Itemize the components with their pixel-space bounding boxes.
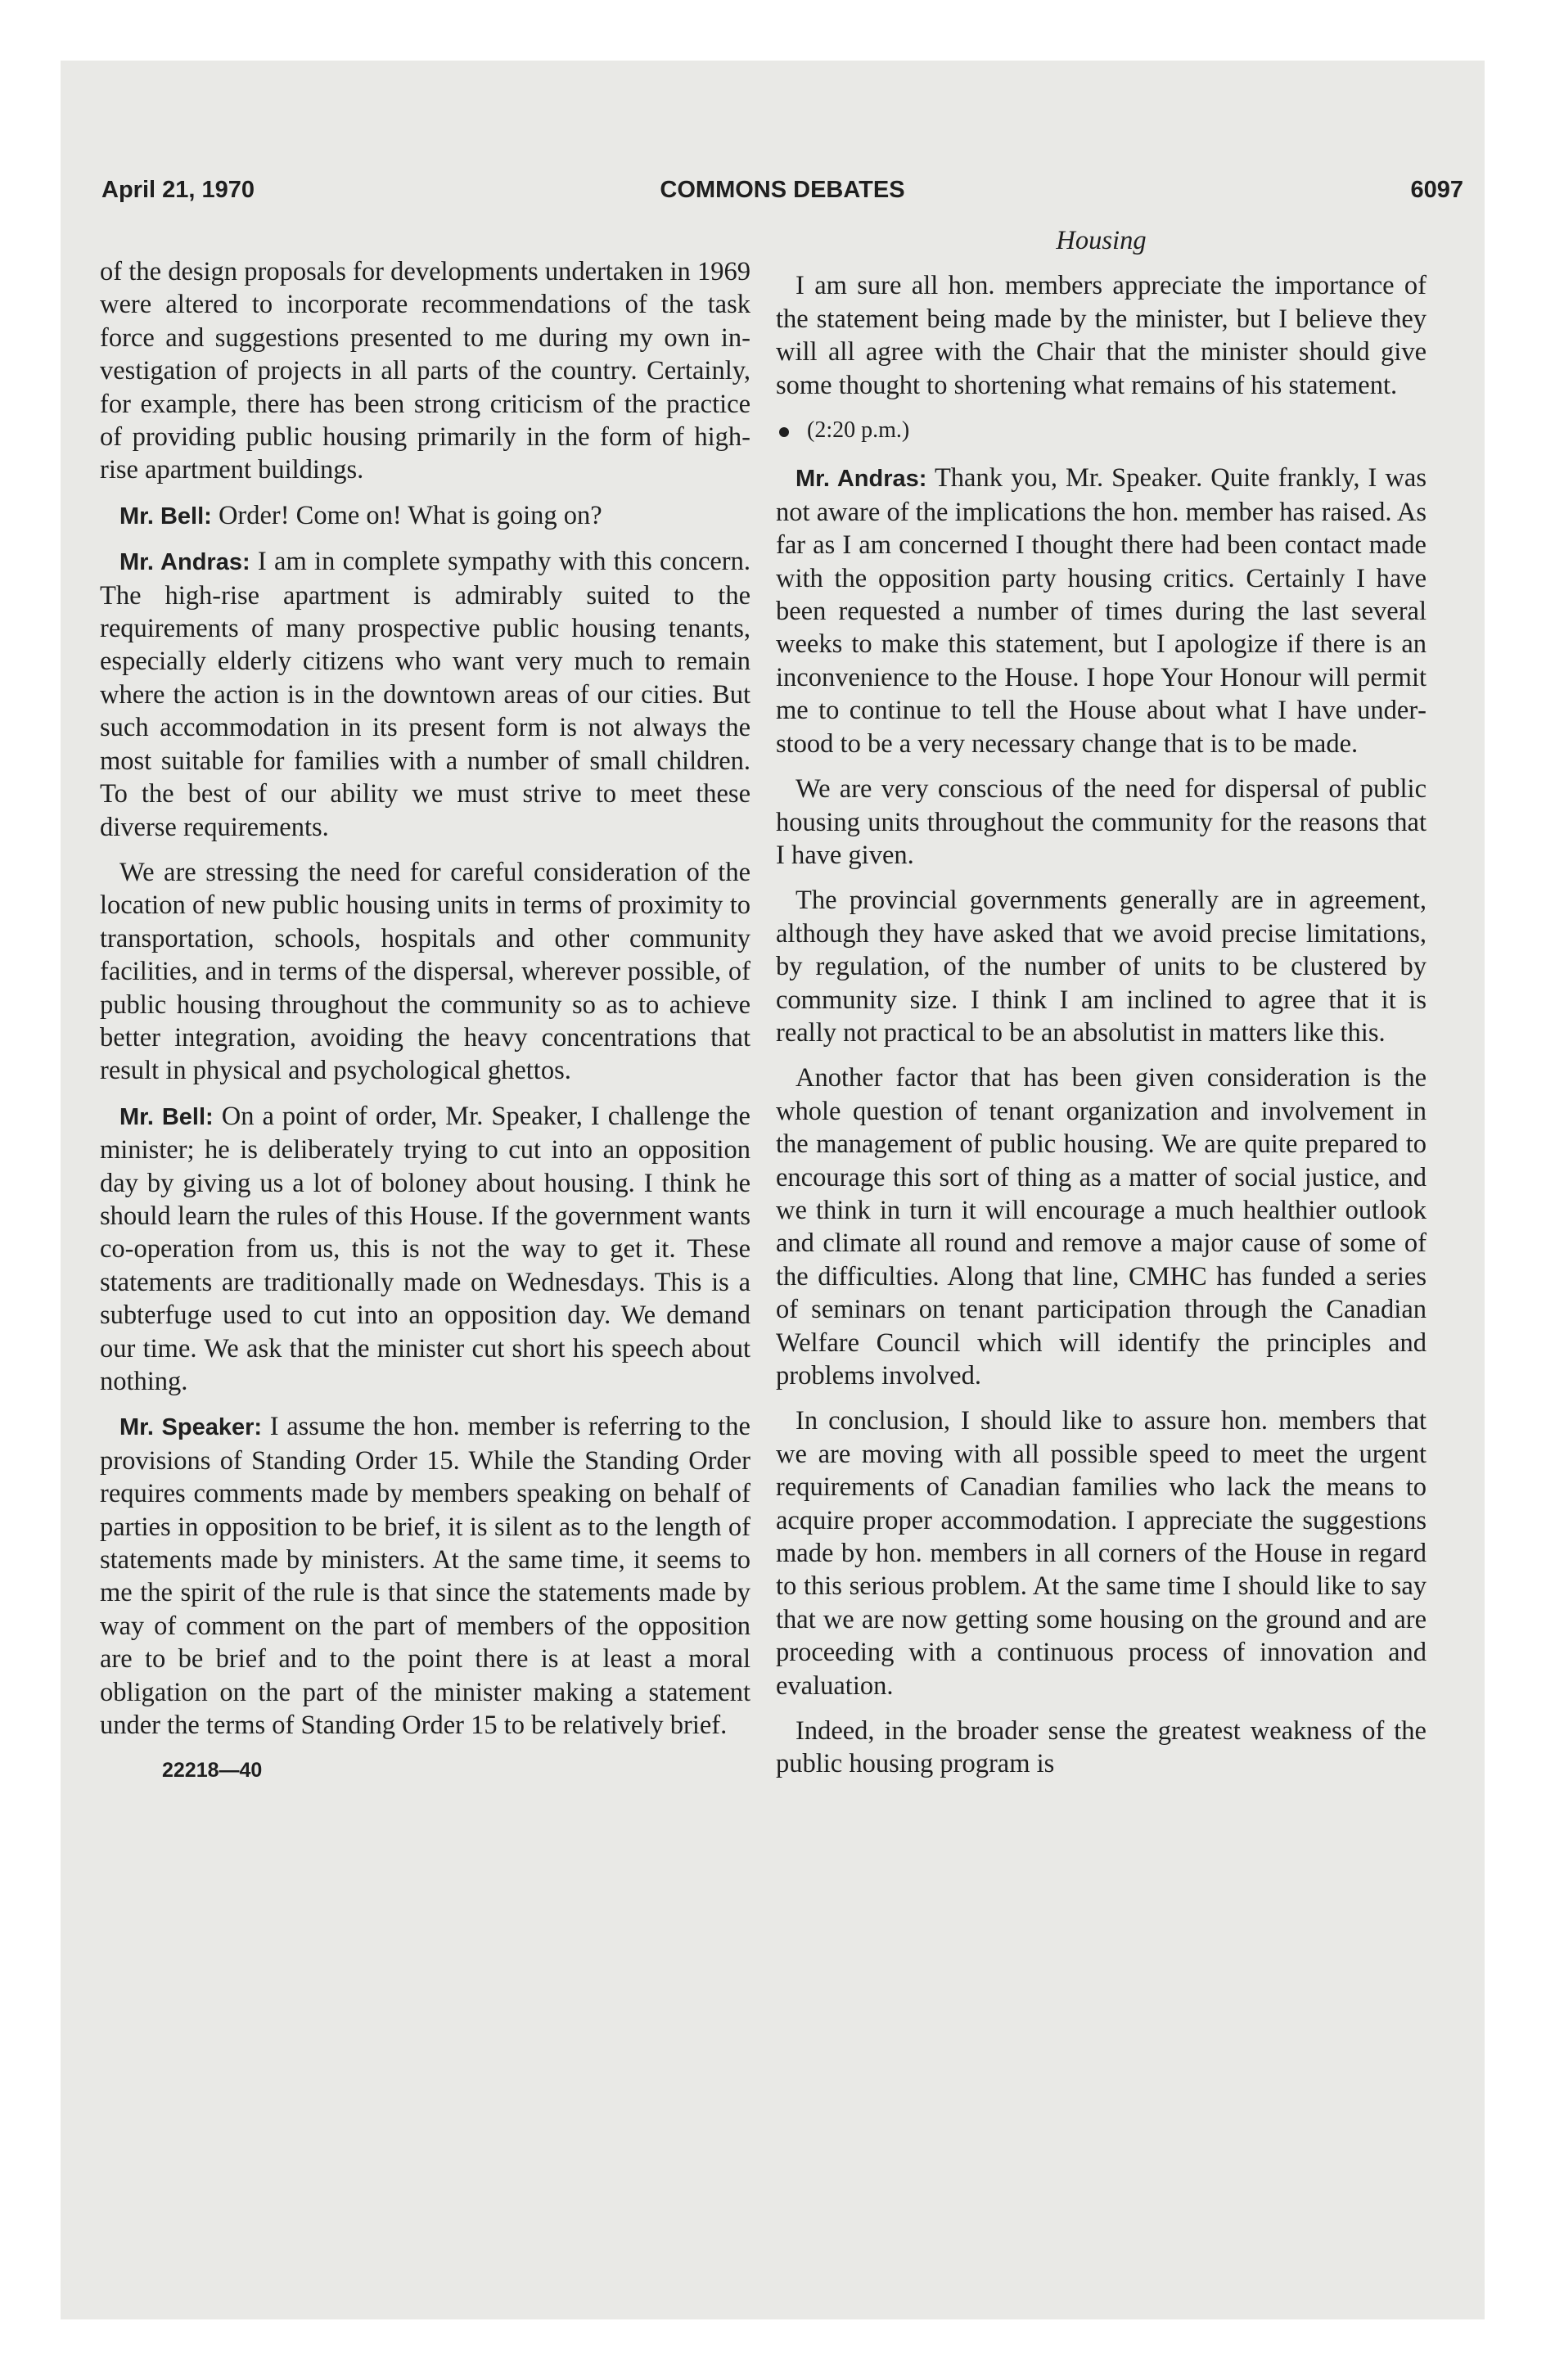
speaker-name: Mr. Speaker: — [119, 1414, 263, 1441]
speech-bell-point-of-order — [100, 1100, 750, 1399]
speech-speaker — [100, 1410, 750, 1742]
paragraph: We are stressing the need for careful consideration of the location of new public housing units in terms of proximity to transportation, schools, hospitals and other community facilities, and in terms of the dispersal, wherever possible, of public housing throughout the community so as to achieve better integration, avoiding the heavy concentrations that result in physical and psychological ghettos. — [100, 857, 750, 1086]
header-title: COMMONS DEBATES — [660, 177, 905, 203]
speech-bell-order — [100, 499, 750, 533]
header-date: April 21, 1970 — [101, 177, 255, 203]
paragraph: In conclusion, I should like to assure hon. members that we are moving with all possible speed to meet the urgent requirements of Canadian families who lack the means to acquire proper accommodation. I appreciate the suggestions made by hon. members in all corners of the House in regard to this serious problem. At the same time I should like to say that we are now getting some housing on the ground and are proceeding with a continuous process of innovation and evaluation. — [776, 1406, 1427, 1701]
paragraph: The provincial governments generally are in agreement, although they have asked that we avoid precise limitations, by regulation, of the number of units to be clustered by community size. I think I am inclined to agree that it is really not practical to be an absolutist in matters like this. — [776, 886, 1427, 1048]
paragraph: of the design proposals for developments undertaken in 1969 were altered to incorporate recommendations of the task force and suggestions presented to me during my own investigation of projects in all parts of the country. Certainly, for example, there has been strong criticism of the practice of providing public housing primarily in the form of high-rise apartment buildings. — [100, 257, 750, 485]
paragraph: I am sure all hon. members appreciate the importance of the statement being made by the minister, but I believe they will all agree with the Chair that the minister should give some thought to shortening what remains of his statement. — [776, 271, 1427, 400]
speech-text: I assume the hon. member is referring to the provisions of Standing Order 15. While the Standing Order requires comments made by members speaking on behalf of parties in opposition to be brief, it is silent as to the length of statements made by ministers. At the same time, it seems to me the spirit of the rule is that since the statements made by way of comment on the part of members of the opposition are to be brief and to the point there is at least a moral obligation on the part of the minister making a statement under the terms of Standing Order 15 to be relatively brief. — [100, 1412, 750, 1741]
bullet-icon — [779, 427, 789, 437]
speaker-name: Mr. Andras: — [796, 466, 927, 493]
speech-andras-thanks — [776, 462, 1427, 760]
speech-text: Order! Come on! What is going on? — [211, 500, 602, 530]
speaker-name: Mr. Bell: — [119, 503, 212, 530]
paragraph: Indeed, in the broader sense the greatest weakness of the public housing program is — [776, 1716, 1427, 1779]
paragraph: Another factor that has been given consideration is the whole question of tenant organization and involvement in the management of public housing. We are quite prepared to encourage this sort of thing as a matter of social justice, and we think in turn it will encourage a much healthier outlook and climate all round and remove a major cause of some of the difficulties. Along that line, CMHC has funded a series of seminars on tenant participation through the Canadian Welfare Council which will identify the principles and problems involved. — [776, 1063, 1427, 1391]
speech-text: On a point of order, Mr. Speaker, I challenge the minister; he is deliberately trying to cut into an opposition day by giving us a lot of boloney about housing. I think he should learn the rules of this House. If the government wants co-operation from us, this is not the way to get it. These statements are traditionally made on Wednesdays. This is a subterfuge used to cut into an opposition day. We demand our time. We ask that the minister cut short his speech about nothing. — [100, 1101, 750, 1396]
page-header — [101, 177, 1463, 213]
footer-code: 22218—40 — [162, 1759, 263, 1783]
time-stamp-text: (2:20 p.m.) — [807, 417, 910, 444]
right-column — [776, 224, 1427, 1793]
left-column — [100, 255, 750, 1800]
speech-andras-sympathy — [100, 545, 750, 844]
header-page-number: 6097 — [1410, 177, 1463, 203]
speech-text: I am in complete sympathy with this concern. The high-rise apartment is admirably suited to the requirements of many prospective public housing tenants, especially elderly citizens who want very much to remain where the action is in the downtown areas of our cities. But such accommodation in its present form is not always the most suitable for families with a number of small children. To the best of our ability we must strive to meet these diverse requirements. — [100, 547, 750, 842]
document-page — [61, 61, 1485, 2319]
section-title: Housing — [1056, 226, 1147, 255]
speech-text: Thank you, Mr. Speaker. Quite frankly, I was not aware of the implications the hon. member has raised. As far as I am concerned I thought there had been contact made with the opposition party housing critics. Certainly I have been requested a number of times during the last several weeks to make this statement, but I apologize if there is an inconvenience to the House. I hope Your Honour will permit me to continue to tell the House about what I have understood to be a very necessary change that is to be made. — [776, 463, 1427, 759]
speaker-name: Mr. Andras: — [119, 549, 250, 576]
speaker-name: Mr. Bell: — [119, 1103, 214, 1130]
paragraph: We are very conscious of the need for dispersal of public housing units throughout the community for the reasons that I have given. — [776, 774, 1427, 870]
time-stamp — [776, 414, 1427, 447]
